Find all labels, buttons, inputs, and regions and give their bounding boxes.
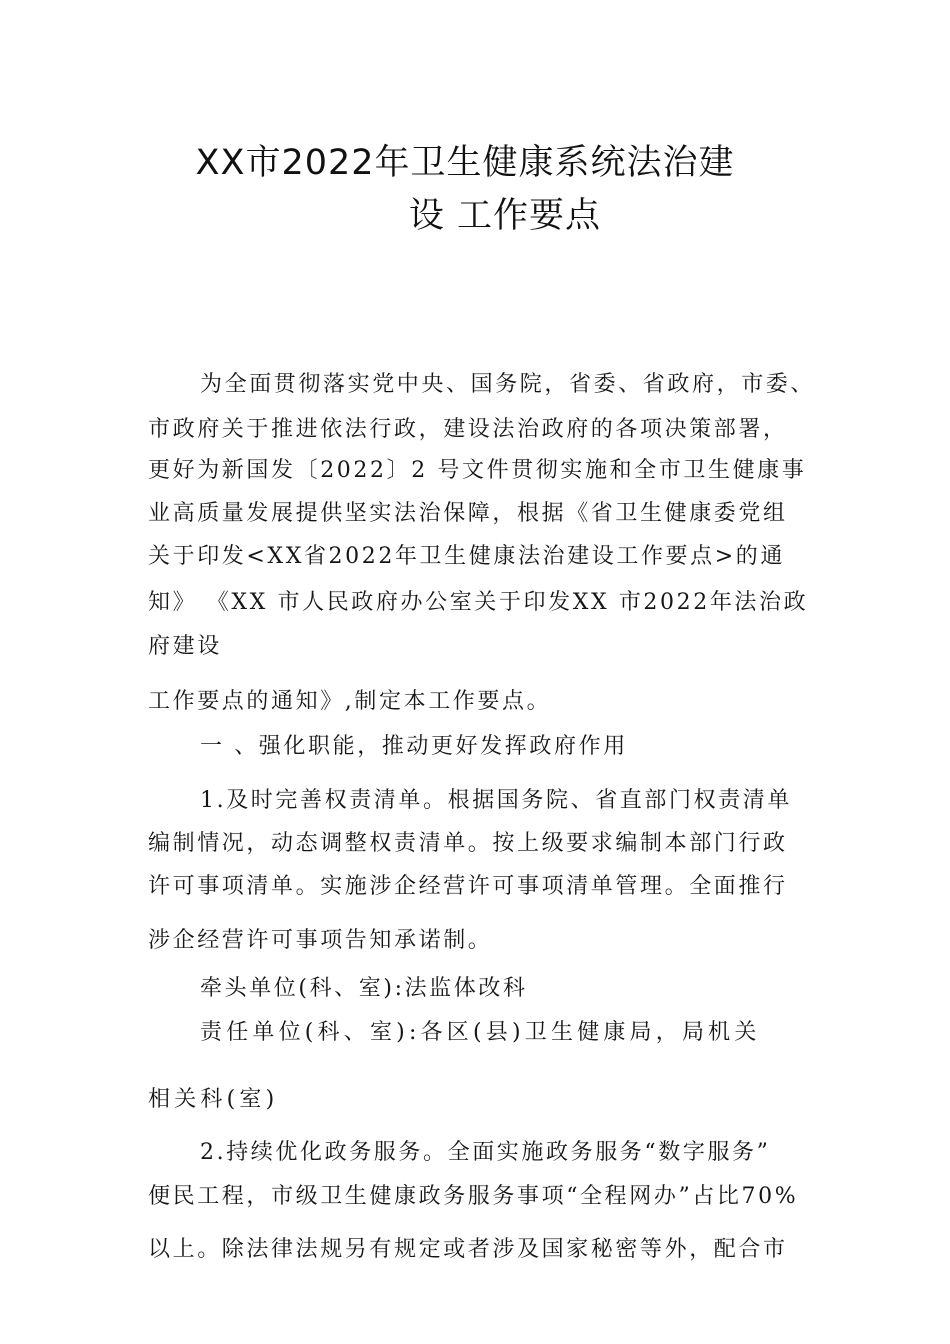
lead-unit-1: 牵头单位(科、室):法监体改科	[200, 976, 528, 1001]
section-heading-1: 一 、强化职能，推动更好发挥政府作用	[200, 734, 628, 759]
item-2-line-2: 便民工程，市级卫生健康政务服务事项“全程网办”占比70%	[148, 1184, 799, 1209]
body-line-6: 知》 《XX 市人民政府办公室关于印发XX 市2022年法治政	[148, 590, 809, 615]
body-line-8: 工作要点的通知》,制定本工作要点。	[148, 689, 552, 714]
item-1-line-3: 许可事项清单。实施涉企经营许可事项清单管理。全面推行	[148, 874, 788, 899]
responsible-unit-1-cont: 相关科(室)	[148, 1087, 279, 1112]
item-1-line-4: 涉企经营许可事项告知承诺制。	[148, 928, 493, 953]
item-2-line-3: 以上。除法律法规另有规定或者涉及国家秘密等外，配合市	[148, 1237, 788, 1262]
body-line-1: 为全面贯彻落实党中央、国务院，省委、省政府，市委、	[200, 372, 816, 397]
document-title-line-2: 设 工作要点	[408, 196, 602, 236]
responsible-unit-1: 责任单位(科、室):各区(县)卫生健康局，局机关	[200, 1020, 761, 1045]
item-1-line-2: 编制情况，动态调整权责清单。按上级要求编制本部门行政	[148, 831, 788, 856]
item-1-line-1: 1.及时完善权责清单。根据国务院、省直部门权责清单	[200, 788, 792, 813]
body-line-5: 关于印发<XX省2022年卫生健康法治建设工作要点>的通	[148, 544, 785, 569]
body-line-3: 更好为新国发〔2022〕2 号文件贯彻实施和全市卫生健康事	[148, 458, 807, 483]
body-line-4: 业高质量发展提供坚实法治保障，根据《省卫生健康委党组	[148, 501, 788, 526]
body-line-7: 府建设	[148, 634, 222, 659]
body-line-2: 市政府关于推进依法行政，建设法治政府的各项决策部署，	[148, 417, 788, 442]
item-2-line-1: 2.持续优化政务服务。全面实施政务服务“数字服务”	[200, 1140, 771, 1165]
document-title-line-1: XX市2022年卫生健康系统法治建	[195, 143, 735, 183]
